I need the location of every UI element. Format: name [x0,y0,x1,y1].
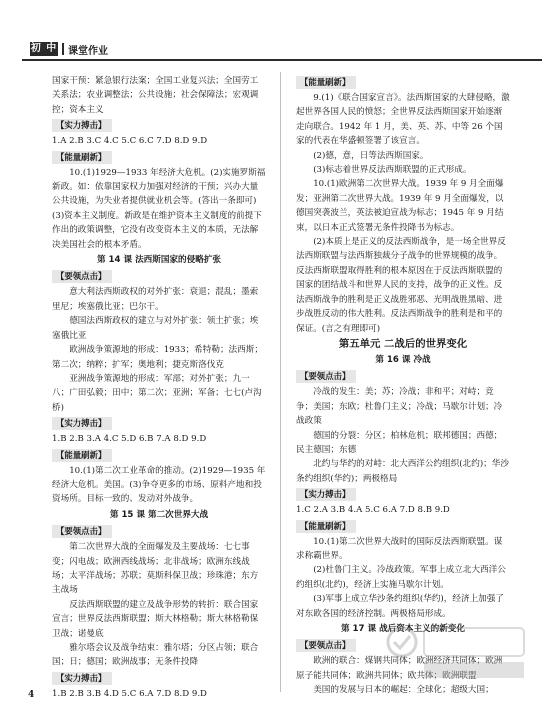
unit-title: 第五单元 二战后的世界变化 [338,337,468,350]
answer-paragraph: 10.(1)第二次世界大战时的国际反法西斯联盟。谋求称霸世界。 [296,536,503,561]
header-title: 课堂作业 [68,46,108,57]
answer-paragraph: 欧洲战争策源地的形成：1933；希特勒；法西斯；第二次；纳粹；扩军；奥地利；捷克斯洛伐克 [52,345,263,370]
section-heading: 【实力搏击】 [52,672,112,685]
answer-line: 国家干预：紧急银行法案；全国工业复兴法；全国劳工关系法；农业调整法；公共设施；社会保障法；宏观调控；资本主义 [52,76,259,115]
watermark-logo-icon [380,612,540,692]
page-header [22,40,532,58]
answer-paragraph: 美国的发展与日本的崛起：全球化；超级大国； [313,685,494,696]
lesson-title: 第 16 课 冷战 [375,354,431,365]
answer-paragraph: 德国法西斯政权的建立与对外扩张：领土扩张；埃塞俄比亚 [52,316,259,341]
answer-paragraph: 雅尔塔会议及战争结束：雅尔塔；分区占领；联合国；日；德国；欧洲战事；无条件投降 [52,643,259,668]
answer-paragraph: 欧洲的联合：煤钢共同体；欧洲经济共同体；欧洲原子能共同体；欧洲共同体；欧共体；欧洲联盟 [296,656,503,681]
answer-paragraph: (2)本质上是正义的反法西斯战争，是一场全世界反法西斯联盟与法西斯独裁分子战争的世界规模的战争。反法西斯联盟取得胜利的根本原因在于反法西斯联盟的国家的团结战斗和世界人民的支持，战争的正义性。反法西斯战争的胜利是正义战胜邪恶、光明战胜黑暗、进步战胜反动的伟大胜利。反法西斯战争的胜利是和平的保证。(言之有理即可) [296,237,506,334]
answer-paragraph: 第二次世界大战的全面爆发及主要战场：七七事变；闪电战；欧洲西线战场；北非战场；欧洲东线战场；太平洋战场；苏联；莫斯科保卫战；珍珠港；东方主战场 [52,542,259,596]
section-heading: 【实力搏击】 [52,119,112,132]
section-heading: 【要领点击】 [52,270,112,283]
column-divider [280,72,281,692]
section-heading: 【要领点击】 [296,639,356,652]
answer-line: 1.C 2.A 3.B 4.A 5.C 6.A 7.D 8.B 9.D [296,505,450,516]
answer-paragraph: 亚洲战争策源地的形成：军部；对外扩张；九一八；广田弘毅；田中；第二次；亚洲；军备；七七(卢沟桥) [52,373,262,413]
site-watermark [380,612,540,692]
header-rule [22,59,542,61]
section-heading: 【能量刷新】 [296,76,356,89]
header-separator [62,43,64,55]
answer-paragraph: (2)德，意，日等法西斯国家。 [313,150,429,161]
lesson-title: 第 14 课 法西斯国家的侵略扩张 [96,255,222,266]
answer-paragraph: (3)军事上成立华沙条约组织(华约)，经济上加强了对东欧各国的经济控制。两极格局形成。 [296,594,504,619]
section-heading: 【实力搏击】 [296,488,356,501]
answer-paragraph: 反法西斯联盟的建立及战争形势的转折：联合国家宣言；世界反法西斯联盟；斯大林格勒；斯大林格勒保卫战；诺曼底 [52,599,259,639]
section-heading: 【要领点击】 [52,525,112,538]
lesson-title: 第 17 课 战后资本主义的新变化 [340,624,466,634]
answer-paragraph: 意大利法西斯政权的对外扩张：衰退；混乱；墨索里尼；埃塞俄比亚；巴尔干。 [52,287,259,312]
answer-paragraph: 北约与华约的对峙：北大西洋公约组织(北约)；华沙条约组织(华约)；两极格局 [296,459,509,484]
right-column [296,74,510,698]
answer-paragraph: 9.(1)《联合国家宣言》。法西斯国家的大肆侵略，激起世界各国人民的愤怒；全世界反法西斯国家开始逐渐走向联合。1942 年 1 月，美、英、苏、中等 26 个国家的代表在华盛顿签署了该宣言。 [296,93,510,147]
section-heading: 【能量刷新】 [52,449,112,462]
section-heading: 【能量刷新】 [296,520,356,533]
answer-paragraph: 10.(1)1929—1933 年经济大危机。(2)实施罗斯福新政。如：依靠国家权力加强对经济的干预；兴办大量公共设施，为失业者提供就业机会等。(答出一条即可)(3)资本主义制度。新政是在维护资本主义制度的前提下作出的政策调整，它没有改变资本主义的本质，无法解决美国社会的根本矛盾。 [52,167,266,250]
answer-line: 1.B 2.B 3.A 4.C 5.D 6.B 7.A 8.D 9.D [52,434,207,445]
section-heading: 【要领点击】 [296,370,356,383]
answer-paragraph: (3)标志着世界反法西斯联盟的正式形成。 [313,165,472,176]
section-heading: 【实力搏击】 [52,417,112,430]
answer-paragraph: 德国的分裂：分区；柏林危机；联邦德国；西德；民主德国；东德 [296,430,503,455]
answer-paragraph: 冷战的发生：美；苏；冷战；非和平；对峙；竞争；美国；东欧；杜鲁门主义；冷战；马歇尔计划；冷战政策 [296,387,503,427]
grade-level-label: 初 中 [30,43,58,54]
page-number: 4 [28,690,35,700]
answer-line: 1.B 2.B 3.B 4.D 5.C 6.A 7.D 8.D 9.D [52,688,207,699]
section-heading: 【能量刷新】 [52,151,112,164]
left-column [52,74,266,701]
answer-paragraph: 10.(1)欧洲第二次世界大战。1939 年 9 月全面爆发；亚洲第二次世界大战。1939 年 9 月全面爆发，以德国突袭波兰，英法被迫宣战为标志；1945 年 9 月结束，以日本正式签署无条件投降书为标志。 [296,179,504,233]
answer-line: 1.A 2.B 3.C 4.C 5.C 6.C 7.D 8.D 9.D [52,136,208,147]
answer-paragraph: 10.(1)第二次工业革命的推动。(2)1929—1935 年经济大危机。美国。(3)争夺更多的市场、原料产地和投资场所。目标一致的、发动对外战争。 [52,465,266,505]
answer-paragraph: (2)杜鲁门主义。冷战政策。军事上成立北大西洋公约组织(北约)，经济上实施马歇尔计划。 [296,565,506,590]
lesson-title: 第 15 课 第二次世界大战 [109,509,209,520]
